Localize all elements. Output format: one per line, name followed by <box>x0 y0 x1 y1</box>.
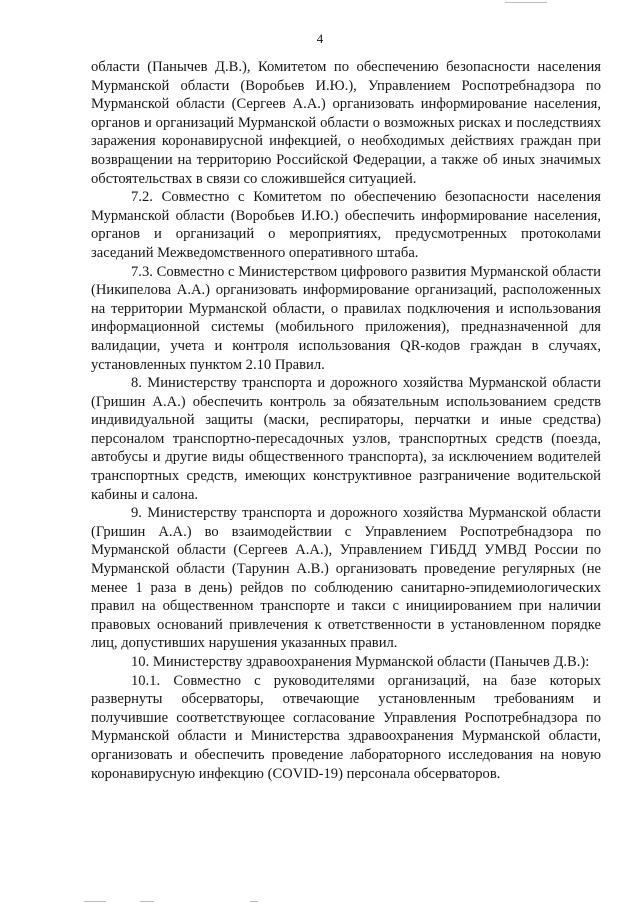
paragraph-10: 10. Министерству здравоохранения Мурманской области (Панычев Д.В.): <box>131 654 590 670</box>
scan-artifact-bottom <box>140 901 154 902</box>
paragraph-7-3: 7.3. Совместно с Министерством цифрового развития Мурманской области (Никипелова А.А.) организовать информирование организаций, расположенных на территории Мурманской области, о правилах подключения и использования информационной системы (мобильного приложения), предназначенной для валидации, учета и контроля использования QR-кодов граждан в случаях, установленных пунктом 2.10 Правил. <box>91 263 601 373</box>
page-number: 4 <box>316 31 324 46</box>
scan-artifact-top <box>505 2 547 3</box>
document-body <box>91 58 601 783</box>
paragraph-8: 8. Министерству транспорта и дорожного хозяйства Мурманской области (Гришин А.А.) обеспечить контроль за обязательным использованием средств индивидуальной защиты (маски, респираторы, перчатки и иные средства) персоналом транспортно-пересадочных узлов, транспортных средств (поезда, автобусы и другие виды общественного транспорта), за исключением водителей транспортных средств, имеющих конструктивное разграничение водительской кабины и салона. <box>91 375 601 503</box>
paragraph-7-2: 7.2. Совместно с Комитетом по обеспечению безопасности населения Мурманской области (Воробьев И.Ю.) обеспечить информирование населения, органов и организаций о мероприятиях, предусмотренных протоколами заседаний Межведомственного оперативного штаба. <box>91 189 601 261</box>
scan-artifact-bottom <box>84 901 106 902</box>
paragraph-9: 9. Министерству транспорта и дорожного хозяйства Мурманской области (Гришин А.А.) во взаимодействии с Управлением Роспотребнадзора по Мурманской области (Сергеев А.А.), Управлением ГИБДД УМВД России по Мурманской области (Тарунин А.В.) организовать проведение регулярных (не менее 1 раза в день) рейдов по соблюдению санитарно-эпидемиологических правил на общественном транспорте и такси с инициированием при наличии правовых оснований привлечения к ответственности в установленном порядке лиц, допустивших нарушения указанных правил. <box>91 505 601 652</box>
paragraph-7-1-continuation: области (Панычев Д.В.), Комитетом по обеспечению безопасности населения Мурманской области (Воробьев И.Ю.), Управлением Роспотребнадзора по Мурманской области (Сергеев А.А.) организовать информирование населения, органов и организаций Мурманской области о возможных рисках и последствиях заражения коронавирусной инфекцией, о необходимых действиях граждан при возвращении на территорию Российской Федерации, а также об иных значимых обстоятельствах в связи со сложившейся ситуацией. <box>91 59 601 187</box>
scan-artifact-bottom <box>250 901 258 902</box>
paragraph-10-1: 10.1. Совместно с руководителями организаций, на базе которых развернуты обсерваторы, отвечающие установленным требованиям и получившие соответствующее согласование Управления Роспотребнадзора по Мурманской области и Министерства здравоохранения Мурманской области, организовать и обеспечить проведение лабораторного исследования на новую коронавирусную инфекцию (COVID-19) персонала обсерваторов. <box>91 672 601 782</box>
